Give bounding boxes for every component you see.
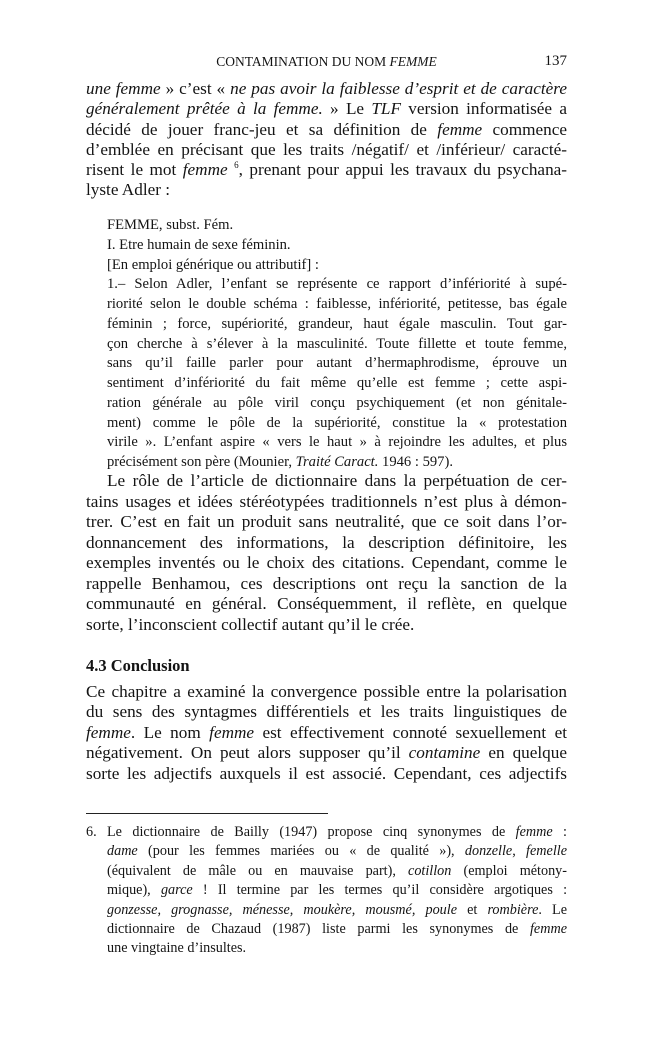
italic-text: femme [515, 824, 553, 840]
text-segment: ! Il termine par les termes qu’il considère argotiques : [192, 882, 568, 899]
text-line [107, 433, 567, 453]
footnote-6 [107, 823, 567, 959]
dictionary-quote [107, 216, 567, 473]
italic-text: gonzesse, grognasse, ménesse, moukère, mousmé, poule [107, 901, 458, 918]
italic-text: femelle [526, 843, 568, 860]
italic-text: dame [107, 843, 138, 860]
text-line [86, 533, 567, 554]
text-line [86, 160, 567, 180]
text-segment: » Le [322, 99, 372, 119]
text-line [86, 471, 567, 492]
text-segment: , [512, 843, 527, 860]
text-line [107, 315, 567, 335]
italic-text: généralement prêtée à la femme. [86, 99, 323, 119]
text-segment: rappelle Benhamou, ces descriptions ont reçu la sanction de la [86, 573, 567, 593]
italic-text: une femme [86, 79, 161, 98]
text-line [107, 374, 567, 394]
italic-text: cotillon [408, 862, 452, 879]
text-segment: trer. C’est en fait un produit sans neutralité, que ce soit dans l’or- [86, 512, 567, 531]
footnote-number: 6. [86, 824, 97, 840]
text-segment: du sens des syntagmes différentiels et les traits linguistiques de [86, 702, 567, 722]
text-line [86, 594, 567, 615]
italic-text: contamine [408, 743, 481, 763]
text-segment: 1946 : 597). [378, 454, 453, 470]
text-line [107, 236, 567, 256]
text-line [86, 512, 567, 533]
text-line [86, 553, 567, 574]
text-line [86, 79, 567, 99]
text-segment: sorte les adjectifs auxquels il est associé. Cependant, ces adjectifs [86, 763, 567, 783]
text-segment: version informatisée a [400, 99, 567, 119]
text-line [86, 764, 567, 784]
text-segment: sorte, l’inconscient collectif autant qu’il le crée. [86, 614, 415, 634]
text-segment: çon cherche à s’élever à la masculinité. Toute fillette et toute femme, [107, 335, 567, 352]
text-segment: tains usages et idées stéréotypées traditionnels n’est plus à démon- [86, 491, 567, 511]
footnote-ref[interactable]: 6 [234, 160, 239, 171]
text-segment: une vingtaine d’insultes. [107, 940, 247, 957]
text-segment: 1.– Selon Adler, l’enfant se représente ce rapport d’infériorité à supé- [107, 276, 567, 293]
italic-text: ne pas avoir la faiblesse d’esprit et de caractère [230, 79, 567, 98]
italic-text: rombière [487, 901, 539, 918]
text-segment: Le dictionnaire de Bailly (1947) propose cinq synonymes de [107, 824, 516, 840]
italic-text: femme [182, 160, 228, 180]
paragraph-1 [86, 79, 567, 201]
text-line [86, 180, 567, 200]
italic-text: femme [529, 921, 567, 938]
text-segment: . Le [538, 901, 568, 918]
text-segment: (pour les femmes mariées ou « de qualité »), [137, 843, 465, 860]
text-line [86, 682, 567, 702]
text-line [86, 702, 567, 722]
text-segment: virile ». L’enfant aspire « vers le haut » à rejoindre les adultes, et plus [107, 434, 567, 451]
text-segment: risent le mot [86, 160, 183, 180]
text-segment: ment) comme le pôle de la supériorité, constitue la « protestation [107, 414, 567, 431]
text-line [86, 743, 567, 763]
text-segment: d’emblée en précisant que les traits /négatif/ et /inférieur/ caracté- [86, 139, 567, 159]
text-segment: mique), [107, 882, 161, 899]
text-segment: exemples inventés ou le choix des citations. Cependant, comme le [86, 553, 567, 572]
text-segment: sans qu’il faille parler pour autant d’hermaphrodisme, éprouve un [107, 355, 567, 372]
italic-text: femme [437, 119, 483, 139]
text-segment: en quelque [480, 743, 567, 763]
text-line [107, 354, 567, 374]
section-heading: 4.3 Conclusion [86, 656, 190, 675]
text-line [107, 920, 567, 939]
text-line [107, 335, 567, 355]
text-segment: lyste Adler : [86, 180, 171, 200]
text-segment: » c’est « [160, 79, 231, 98]
text-line [107, 295, 567, 315]
text-line [107, 256, 567, 276]
italic-text: donzelle [464, 843, 513, 860]
text-line [86, 140, 567, 160]
text-segment: décidé de jouer franc-jeu et sa définition de [86, 119, 438, 139]
running-title-text: CONTAMINATION DU NOM [216, 54, 390, 69]
italic-text: femme [86, 722, 131, 742]
text-line [107, 842, 567, 861]
text-line [86, 615, 567, 636]
running-header [86, 54, 567, 72]
text-segment: commence [482, 119, 567, 139]
text-segment: [En emploi générique ou attributif] : [107, 256, 319, 273]
text-segment: donnancement des informations, la description définitoire, les [86, 532, 567, 552]
text-segment: féminin ; force, supériorité, grandeur, haut égale masculin. Tout gar- [107, 315, 567, 332]
text-segment: Le rôle de l’article de dictionnaire dans la perpétuation de cer- [107, 471, 567, 490]
text-segment: Ce chapitre a examiné la convergence possible entre la polarisation [86, 682, 567, 701]
text-line [107, 414, 567, 434]
text-segment: négativement. On peut alors supposer qu’il [86, 743, 409, 763]
text-line [107, 823, 567, 842]
text-line [86, 574, 567, 595]
text-line [107, 939, 567, 958]
text-line [86, 120, 567, 140]
text-segment: . Le nom [130, 722, 210, 742]
paragraph-2 [86, 471, 567, 635]
text-segment: , prenant pour appui les travaux du psychana- [238, 160, 568, 180]
paragraph-3 [86, 682, 567, 784]
text-segment: (emploi métony- [451, 862, 567, 879]
text-line [107, 881, 567, 900]
text-segment: est effectivement connoté sexuellement et [254, 722, 567, 742]
text-line [107, 275, 567, 295]
text-segment: I. Etre humain de sexe féminin. [107, 236, 291, 253]
text-segment: communauté en général. Conséquemment, il reflète, en quelque [86, 594, 567, 613]
italic-text: Traité Caract. [295, 454, 379, 470]
text-line [107, 901, 567, 920]
text-line [107, 216, 567, 236]
text-segment: riorité selon le double schéma : faiblesse, infériorité, petitesse, bas égale [107, 296, 567, 312]
text-segment: sentiment d’infériorité du fait même qu’elle est femme ; cette aspi- [107, 375, 567, 391]
text-line [107, 453, 567, 473]
text-line [107, 394, 567, 414]
text-segment: : [552, 824, 567, 840]
text-line [86, 492, 567, 513]
text-line [86, 723, 567, 743]
italic-text: TLF [371, 99, 401, 119]
running-title-italic: FEMME [389, 54, 437, 69]
running-title [86, 54, 567, 70]
text-segment: FEMME, subst. Fém. [107, 217, 234, 233]
text-line [86, 99, 567, 119]
page-number: 137 [544, 53, 567, 69]
text-segment: ration générale au pôle viril conçu psychiquement (et non génitale- [107, 394, 567, 411]
text-segment: (équivalent de mâle ou en mauvaise part), [107, 862, 409, 879]
text-line [107, 862, 567, 881]
italic-text: femme [209, 722, 255, 742]
italic-text: garce [160, 882, 193, 899]
text-segment: précisément son père (Mounier, [107, 454, 296, 470]
text-segment: et [457, 901, 488, 918]
text-segment: dictionnaire de Chazaud (1987) liste parmi les synonymes de [107, 921, 530, 938]
footnote-separator [86, 813, 328, 814]
